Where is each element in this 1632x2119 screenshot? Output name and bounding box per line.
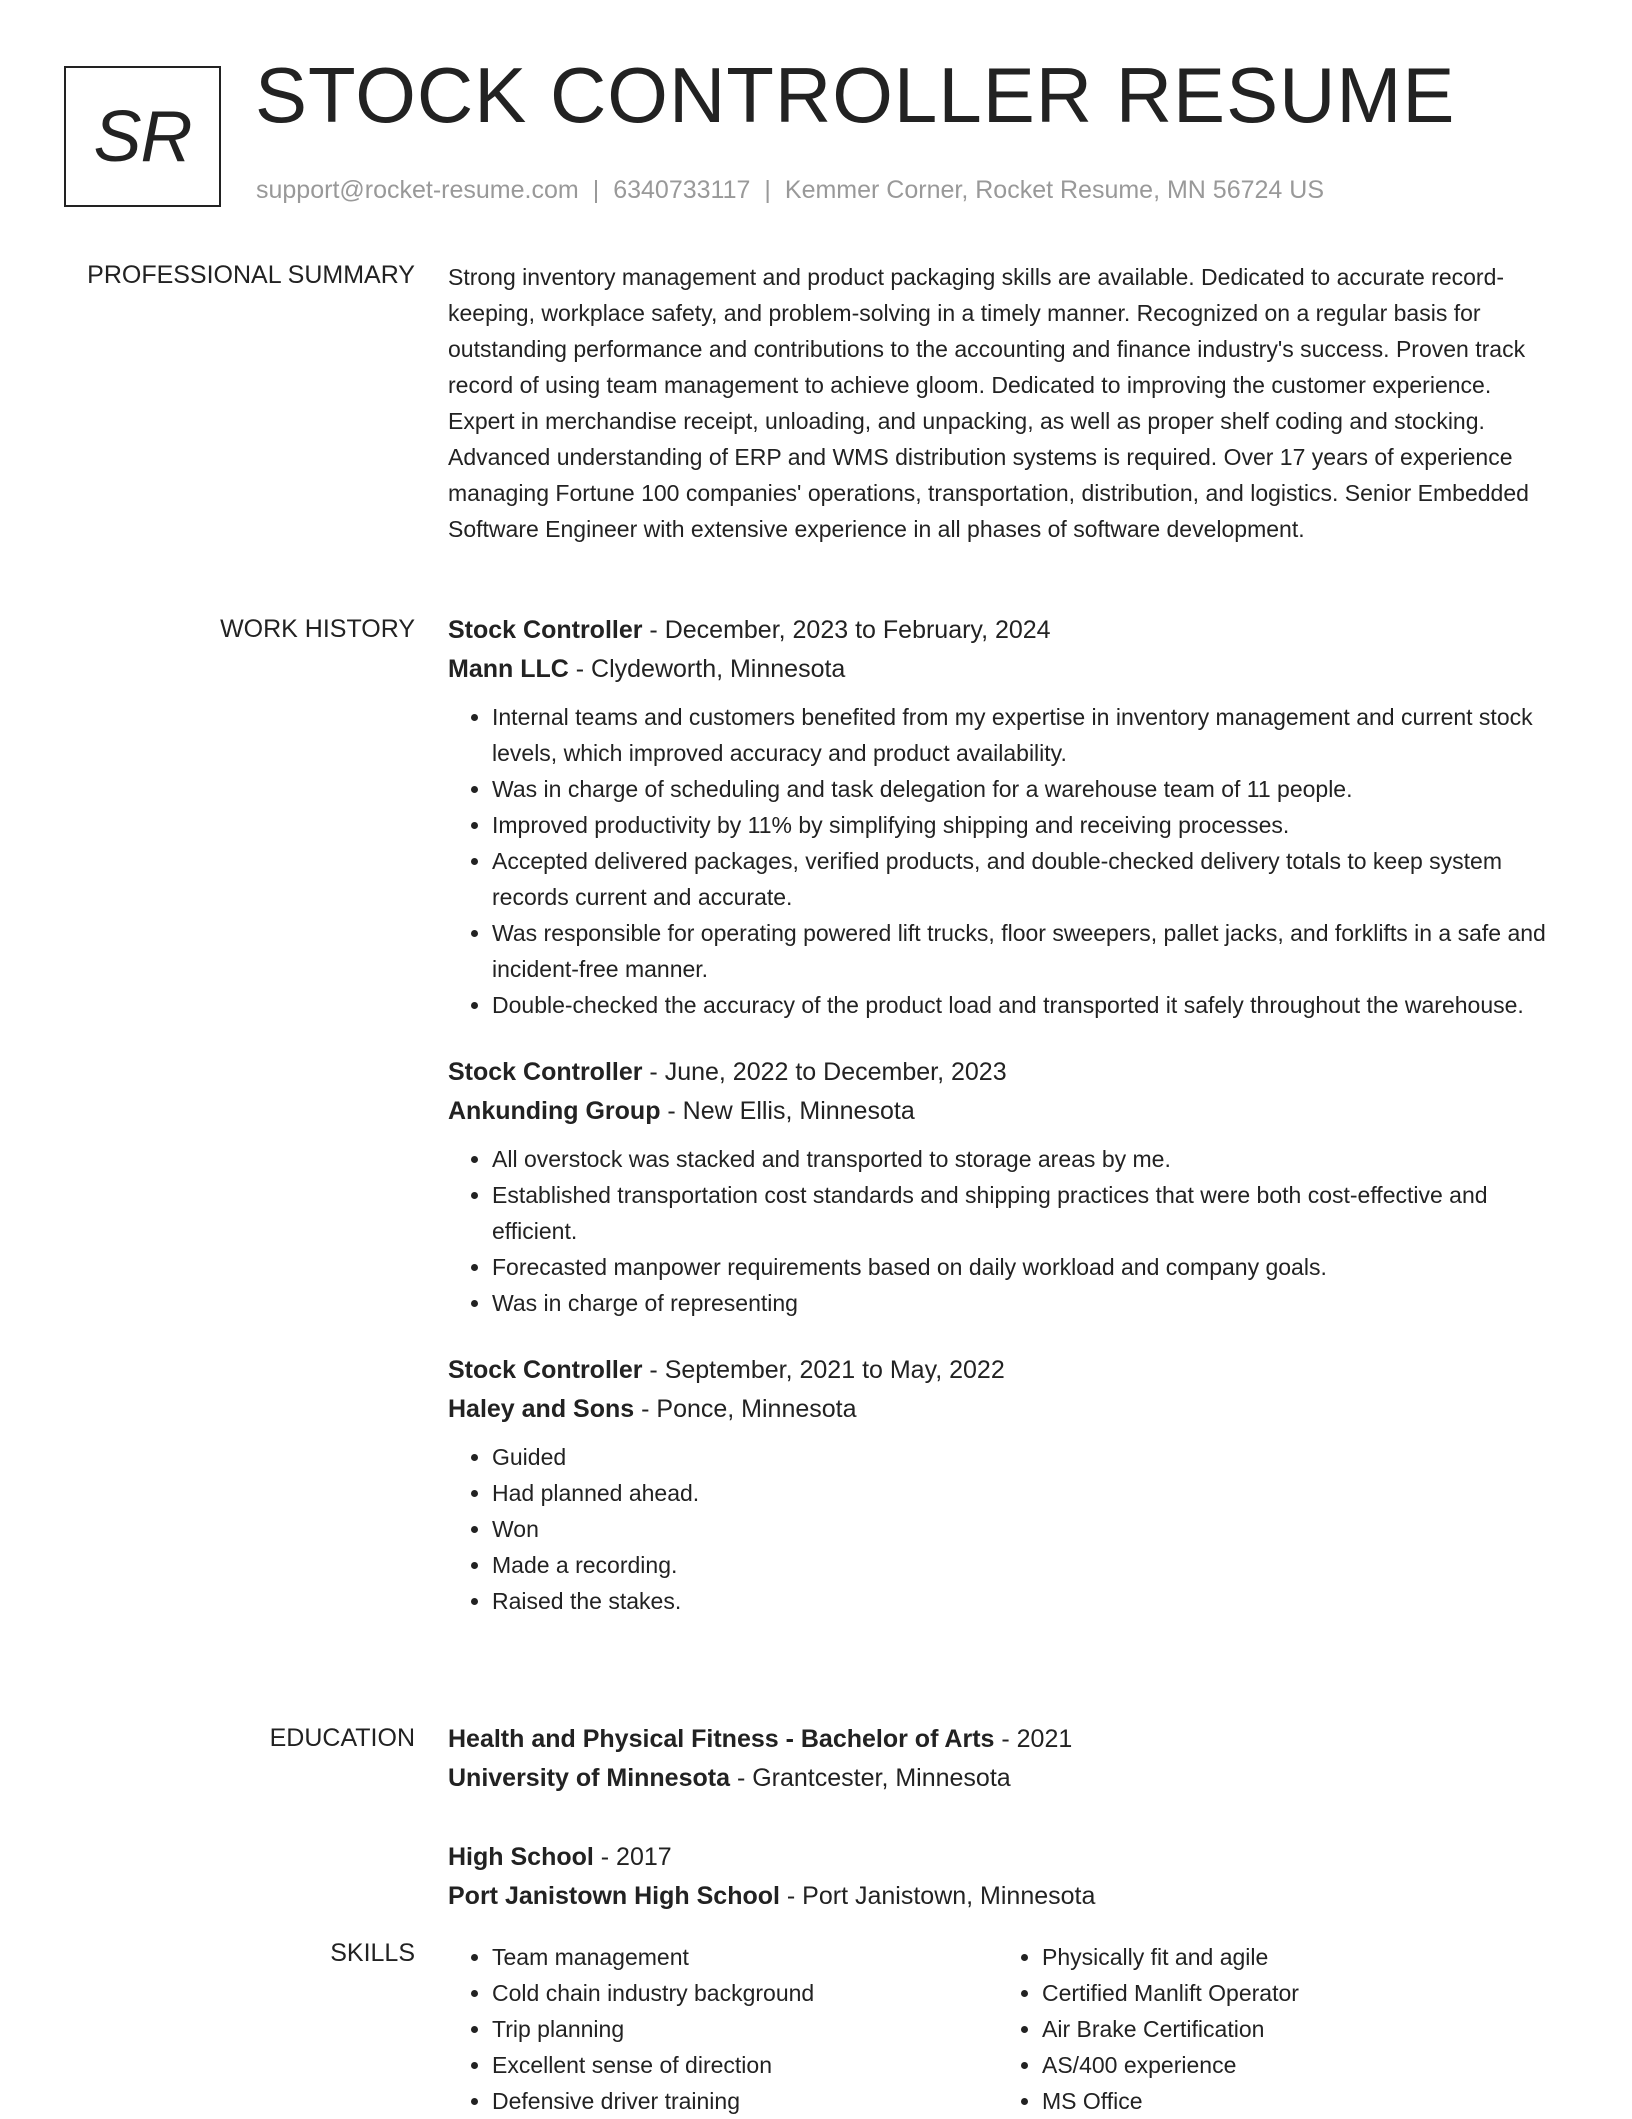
list-item: • Was responsible for operating powered lift trucks, floor sweepers, pallet jacks, and forklifts in a safe and incident-free manner. [492,915,1558,987]
job-location: - Clydeworth, Minnesota [568,655,846,683]
list-item: • Won [492,1511,1558,1547]
job-location: - New Ellis, Minnesota [660,1097,915,1125]
work-history-body [448,611,1558,1641]
list-item: • AS/400 experience [1042,2047,1503,2083]
section-label-summary: PROFESSIONAL SUMMARY [87,261,415,289]
list-item: • Raised the stakes. [492,1583,1558,1619]
education-location: - Grantcester, Minnesota [730,1764,1011,1792]
list-item: • Was in charge of scheduling and task delegation for a warehouse team of 11 people. [492,771,1558,807]
education-school: Port Janistown High School [448,1882,780,1910]
resume-title: STOCK CONTROLLER RESUME [255,51,1456,139]
list-item: • Guided [492,1439,1558,1475]
skills-list-right [998,1939,1503,2119]
list-item: • Forecasted manpower requirements based on daily workload and company goals. [492,1249,1558,1285]
education-body [448,1720,1558,1948]
section-label-work-history: WORK HISTORY [220,615,415,643]
list-item: • Certified Manlift Operator [1042,1975,1503,2011]
list-item: • Internal teams and customers benefited from my expertise in inventory management and current stock levels, which improved accuracy and product availability. [492,699,1558,771]
monogram-logo: SR [64,66,221,207]
contact-email[interactable]: support@rocket-resume.com [256,176,579,204]
job-bullets [448,699,1558,1023]
section-label-skills: SKILLS [330,1939,415,1967]
contact-address: Kemmer Corner, Rocket Resume, MN 56724 US [784,176,1324,204]
education-year: - 2017 [593,1843,672,1871]
job-entry [448,1351,1558,1619]
job-dates: - December, 2023 to February, 2024 [642,616,1051,644]
summary-text: Strong inventory management and product packaging skills are available. Dedicated to accurate record-keeping, workplace safety, and problem-solving in a timely manner. Recognized on a regular basis for outstanding performance and contributions to the accounting and finance industry's success. Proven track record of using team management to achieve gloom. Dedicated to improving the customer experience. Expert in merchandise receipt, unloading, and unpacking, as well as proper shelf coding and stocking. Advanced understanding of ERP and WMS distribution systems is required. Over 17 years of experience managing Fortune 100 companies' operations, transportation, distribution, and logistics. Senior Embedded Software Engineer with extensive experience in all phases of software development. [448,264,1529,542]
job-bullets [448,1141,1558,1321]
skills-list-left [448,1939,953,2119]
education-year: - 2021 [994,1725,1073,1753]
section-label-education: EDUCATION [269,1724,415,1752]
list-item: • Established transportation cost standards and shipping practices that were both cost-effective and efficient. [492,1177,1558,1249]
list-item: • Excellent sense of direction [492,2047,953,2083]
education-degree: Health and Physical Fitness - Bachelor of Arts [448,1725,995,1753]
skills-body [448,1939,1558,2119]
job-title: Stock Controller [448,1058,643,1086]
contact-separator: | [764,176,771,204]
summary-body [448,259,1558,547]
job-dates: - June, 2022 to December, 2023 [642,1058,1007,1086]
education-entry [448,1838,1558,1916]
job-title: Stock Controller [448,1356,643,1384]
contact-phone[interactable]: 6340733117 [613,176,751,204]
list-item: • Was in charge of representing [492,1285,1558,1321]
list-item: • Trip planning [492,2011,953,2047]
contact-line [256,176,1324,205]
job-company: Mann LLC [448,655,569,683]
list-item: • MS Office [1042,2083,1503,2119]
list-item: • Team management [492,1939,953,1975]
education-location: - Port Janistown, Minnesota [779,1882,1096,1910]
list-item: • Air Brake Certification [1042,2011,1503,2047]
list-item: • Improved productivity by 11% by simplifying shipping and receiving processes. [492,807,1558,843]
list-item: • Accepted delivered packages, verified products, and double-checked delivery totals to keep system records current and accurate. [492,843,1558,915]
list-item: • Double-checked the accuracy of the product load and transported it safely throughout the warehouse. [492,987,1558,1023]
list-item: • All overstock was stacked and transported to storage areas by me. [492,1141,1558,1177]
education-school: University of Minnesota [448,1764,730,1792]
job-title: Stock Controller [448,616,643,644]
job-entry [448,611,1558,1023]
education-degree: High School [448,1843,594,1871]
job-company: Ankunding Group [448,1097,661,1125]
job-company: Haley and Sons [448,1395,635,1423]
list-item: • Defensive driver training [492,2083,953,2119]
job-entry [448,1053,1558,1321]
list-item: • Cold chain industry background [492,1975,953,2011]
list-item: • Physically fit and agile [1042,1939,1503,1975]
list-item: • Had planned ahead. [492,1475,1558,1511]
contact-separator: | [592,176,600,204]
job-dates: - September, 2021 to May, 2022 [642,1356,1005,1384]
list-item: • Made a recording. [492,1547,1558,1583]
job-bullets [448,1439,1558,1619]
education-entry [448,1720,1558,1798]
job-location: - Ponce, Minnesota [634,1395,857,1423]
